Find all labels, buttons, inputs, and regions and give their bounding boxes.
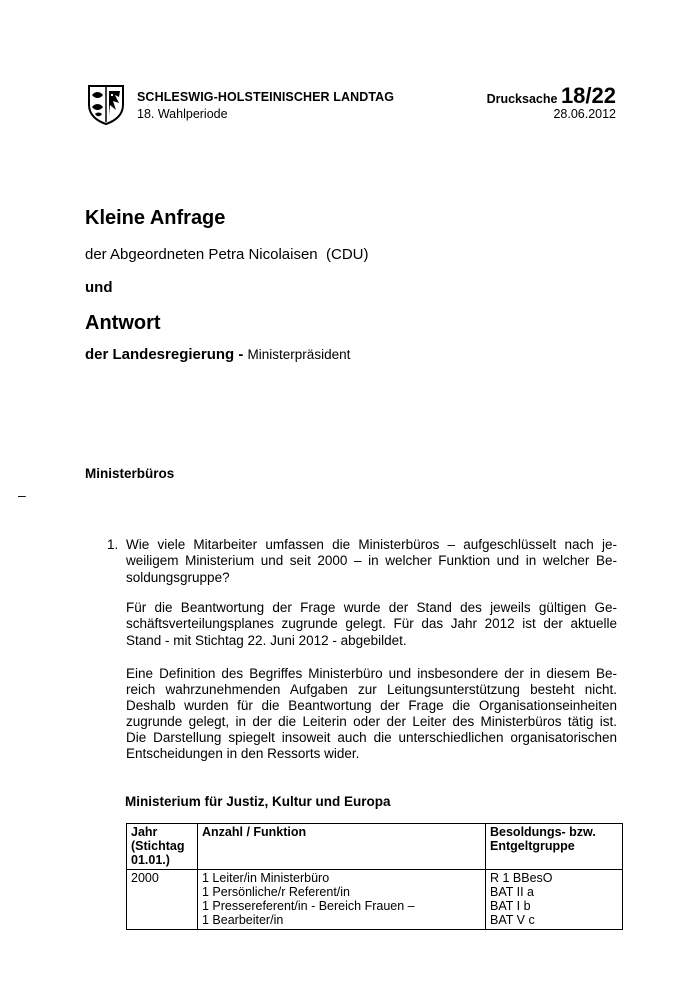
function-item: 1 Persönliche/r Referent/in	[202, 885, 350, 899]
pay-group-item: BAT I b	[490, 899, 531, 913]
answer-paragraph-2-line: zugrunde gelegt, in der die Leiterin oder der Leiter des Ministerbüros tätig ist.	[126, 714, 617, 729]
und-line: und	[85, 279, 113, 296]
pay-group-item: R 1 BBesO	[490, 871, 553, 885]
cell-pay-groups	[486, 870, 623, 930]
function-item: 1 Bearbeiter/in	[202, 913, 284, 927]
table-header-row	[127, 824, 623, 870]
landesregierung-line	[85, 346, 350, 363]
coat-of-arms-icon	[86, 83, 126, 125]
title-kleine-anfrage: Kleine Anfrage	[85, 207, 226, 229]
document-number	[487, 83, 616, 109]
staff-table	[126, 823, 623, 930]
header-year: Jahr (Stichtag 01.01.)	[127, 824, 198, 870]
abgeordnete-line: der Abgeordneten Petra Nicolaisen (CDU)	[85, 246, 369, 263]
document-date: 28.06.2012	[553, 107, 616, 121]
answer-paragraph-2-line: Deshalb wurden für die Beantwortung der Frage die Organisationseinheiten	[126, 698, 617, 713]
ministerium-label: Ministerpräsident	[247, 347, 351, 362]
pay-group-item: BAT II a	[490, 885, 535, 899]
subject-heading: Ministerbüros	[85, 466, 175, 481]
header-function: Anzahl / Funktion	[198, 824, 486, 870]
answer-paragraph-2-line: Entscheidungen in den Ressorts wider.	[126, 746, 360, 761]
cell-functions	[198, 870, 486, 930]
legislative-period: 18. Wahlperiode	[137, 107, 228, 121]
landesregierung-label: der Landesregierung -	[85, 346, 248, 363]
question-number: 1.	[107, 537, 119, 552]
answer-paragraph-2-line: Die Darstellung spiegelt insoweit auch die unterschiedlichen organisatorischen	[126, 730, 617, 745]
pay-group-item: BAT V c	[490, 913, 535, 927]
title-antwort: Antwort	[85, 312, 161, 334]
drucksache-label: Drucksache	[486, 92, 558, 106]
drucksache-number: 18/22	[560, 83, 616, 108]
ministry-section-title: Ministerium für Justiz, Kultur und Europa	[125, 794, 391, 809]
cell-year: 2000	[127, 870, 198, 930]
question-text: Wie viele Mitarbeiter umfassen die Ministerbüros – aufgeschlüsselt nach jeweiligem Ministerium und seit 2000 – in welcher Funktion und in welcher Besoldungsgruppe?	[126, 537, 617, 585]
header-pay-group: Besoldungs- bzw. Entgeltgruppe	[486, 824, 623, 870]
function-item: 1 Leiter/in Ministerbüro	[202, 871, 330, 885]
answer-paragraph-2-line: reich wahrzunehmenden Aufgaben zur Leitungsunterstützung besteht nicht.	[126, 682, 617, 697]
table-row	[127, 870, 623, 930]
parliament-name: SCHLESWIG-HOLSTEINISCHER LANDTAG	[137, 90, 395, 104]
margin-dash: –	[18, 487, 26, 503]
function-item: 1 Pressereferent/in - Bereich Frauen –	[202, 899, 415, 913]
answer-paragraph-1: Für die Beantwortung der Frage wurde der Stand des jeweils gültigen Geschäftsverteilungsplanes zugrunde gelegt. Für das Jahr 2012 ist der aktuelle Stand - mit Stichtag 22. Juni 2012 - abgebildet.	[126, 600, 617, 648]
answer-paragraph-2-line: Eine Definition des Begriffes Ministerbüro und insbesondere der in diesem Be-	[126, 666, 617, 681]
